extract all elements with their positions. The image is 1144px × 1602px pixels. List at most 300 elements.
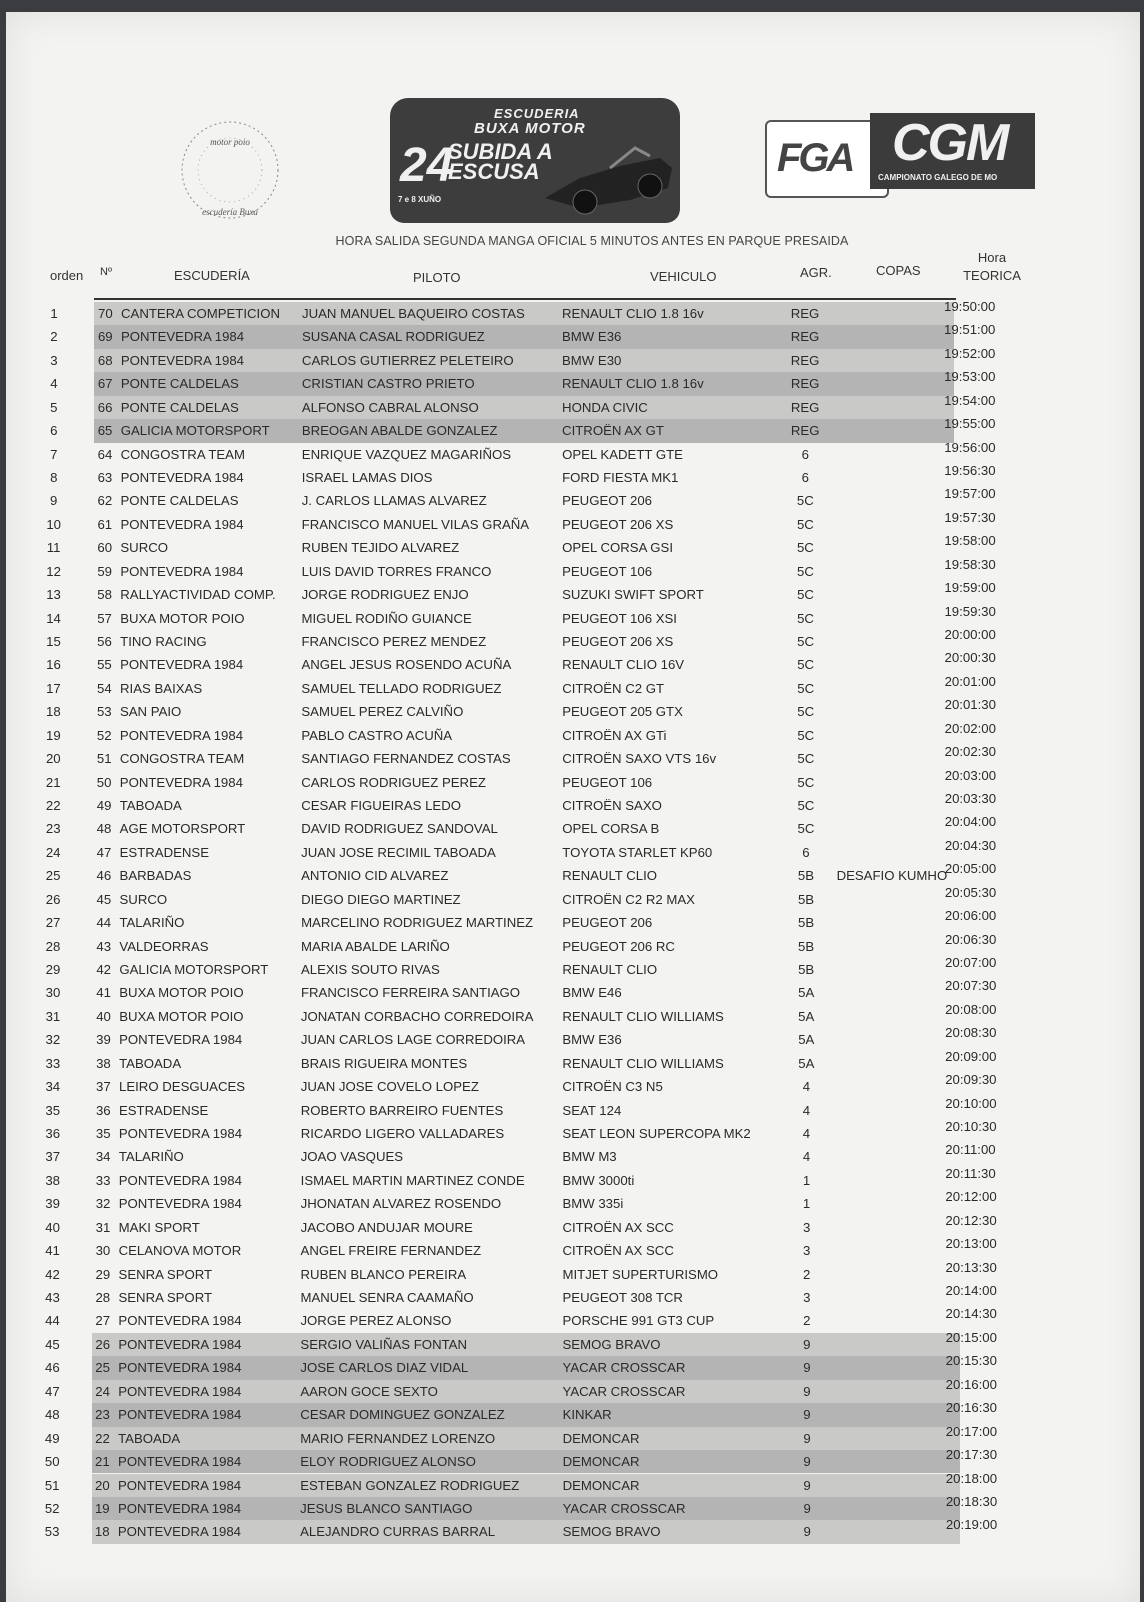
cell-num: 32: [95, 1196, 111, 1212]
cell-vehiculo: CITROËN AX SCC: [562, 1243, 674, 1259]
cell-hora: 20:03:30: [944, 791, 997, 807]
cell-agr: 5C: [796, 493, 814, 509]
cell-agr: 9: [803, 1407, 811, 1423]
cell-piloto: FRANCISCO MANUEL VILAS GRAÑA: [301, 516, 530, 532]
cell-hora: 20:06:00: [944, 908, 997, 924]
cell-escuderia: BUXA MOTOR POIO: [119, 1008, 244, 1024]
cell-piloto: ENRIQUE VAZQUEZ MAGARIÑOS: [301, 446, 512, 462]
cell-agr: REG: [790, 423, 820, 439]
cell-num: 39: [96, 1032, 111, 1048]
cell-hora: 19:58:00: [944, 533, 996, 549]
cell-agr: 1: [802, 1196, 811, 1212]
cell-agr: REG: [790, 329, 820, 345]
cell-num: 19: [94, 1500, 110, 1516]
cell-num: 57: [97, 610, 112, 626]
cell-agr: 5A: [798, 1008, 815, 1024]
cell-num: 53: [96, 704, 112, 720]
cell-agr: 5B: [797, 868, 815, 884]
cell-orden: 30: [45, 985, 61, 1001]
cell-piloto: ROBERTO BARREIRO FUENTES: [300, 1102, 504, 1118]
cell-escuderia: PONTEVEDRA 1984: [119, 774, 243, 790]
cell-escuderia: PONTEVEDRA 1984: [120, 563, 244, 579]
cell-escuderia: PONTE CALDELAS: [120, 493, 239, 509]
cell-hora: 20:01:00: [944, 673, 996, 689]
cell-orden: 36: [45, 1126, 61, 1142]
cell-hora: 19:51:00: [944, 322, 996, 338]
cell-escuderia: PONTEVEDRA 1984: [118, 1313, 242, 1329]
cell-escuderia: BUXA MOTOR POIO: [120, 610, 245, 626]
cell-agr: 4: [802, 1126, 811, 1142]
cell-copas: DESAFIO KUMHO: [836, 868, 948, 884]
cell-agr: 9: [803, 1360, 811, 1376]
cell-piloto: ALFONSO CABRAL ALONSO: [301, 399, 479, 415]
cell-hora: 19:59:00: [944, 580, 996, 596]
cell-vehiculo: PORSCHE 991 GT3 CUP: [562, 1313, 715, 1329]
cell-orden: 12: [46, 563, 61, 579]
cell-hora: 20:00:30: [944, 650, 996, 666]
cell-orden: 53: [44, 1524, 60, 1540]
svg-text:motor poio: motor poio: [210, 137, 250, 147]
cell-piloto: ANTONIO CID ALVAREZ: [301, 868, 449, 884]
cgm-logo: [870, 113, 1035, 189]
cell-num: 47: [96, 844, 112, 860]
cell-piloto: DAVID RODRIGUEZ SANDOVAL: [301, 821, 498, 837]
cell-num: 65: [97, 423, 113, 439]
cell-hora: 20:09:30: [945, 1072, 997, 1088]
cell-hora: 20:00:00: [944, 627, 996, 643]
cell-num: 58: [97, 587, 112, 603]
cell-hora: 20:12:00: [945, 1189, 997, 1205]
cell-num: 24: [95, 1383, 110, 1399]
cell-piloto: JUAN JOSE RECIMIL TABOADA: [301, 844, 496, 860]
cell-agr: 5C: [797, 751, 815, 767]
cell-num: 37: [96, 1079, 111, 1095]
cell-agr: 2: [803, 1313, 811, 1329]
cell-orden: 43: [45, 1290, 60, 1306]
cell-vehiculo: PEUGEOT 206 XS: [562, 516, 674, 532]
cell-piloto: MANUEL SENRA CAAMAÑO: [300, 1290, 474, 1306]
cell-vehiculo: SEAT LEON SUPERCOPA MK2: [562, 1126, 751, 1142]
cell-hora: 20:13:00: [945, 1236, 997, 1252]
escuderia-seal-logo: [168, 115, 298, 225]
cell-agr: REG: [790, 352, 820, 368]
cell-num: 44: [96, 915, 112, 931]
cell-escuderia: GALICIA MOTORSPORT: [119, 962, 269, 978]
cell-agr: 5C: [797, 798, 815, 814]
cell-agr: 4: [802, 1079, 811, 1095]
cell-num: 23: [95, 1407, 110, 1423]
cell-num: 49: [96, 798, 112, 814]
cell-vehiculo: RENAULT CLIO: [562, 962, 658, 978]
cell-piloto: ISMAEL MARTIN MARTINEZ CONDE: [300, 1172, 525, 1188]
cell-escuderia: TINO RACING: [120, 634, 207, 650]
cell-hora: 20:19:00: [945, 1517, 998, 1533]
cell-piloto: BRAIS RIGUEIRA MONTES: [300, 1055, 468, 1071]
cell-escuderia: PONTEVEDRA 1984: [118, 1196, 242, 1212]
cell-orden: 46: [45, 1360, 60, 1376]
cell-piloto: JHONATAN ALVAREZ ROSENDO: [300, 1196, 502, 1212]
logo-line-escuderia: ESCUDERIA: [494, 106, 580, 121]
cell-agr: 5C: [797, 727, 815, 743]
cell-num: 20: [95, 1477, 110, 1493]
cell-orden: 5: [50, 399, 58, 415]
cell-num: 40: [96, 1008, 111, 1024]
cell-orden: 37: [45, 1149, 61, 1165]
cell-piloto: J. CARLOS LLAMAS ALVAREZ: [301, 493, 487, 509]
cell-piloto: SAMUEL PEREZ CALVIÑO: [301, 704, 464, 720]
cell-piloto: DIEGO DIEGO MARTINEZ: [301, 891, 461, 907]
cell-piloto: JORGE RODRIGUEZ ENJO: [301, 587, 469, 603]
cell-hora: 20:15:30: [945, 1353, 997, 1369]
cell-escuderia: VALDEORRAS: [119, 938, 209, 954]
cell-num: 31: [95, 1219, 111, 1235]
cell-hora: 19:59:30: [944, 603, 996, 619]
cell-orden: 25: [45, 868, 61, 884]
cell-num: 42: [96, 962, 111, 978]
cell-vehiculo: YACAR CROSSCAR: [562, 1383, 686, 1399]
cell-vehiculo: RENAULT CLIO WILLIAMS: [562, 1055, 724, 1071]
cell-num: 48: [96, 821, 112, 837]
cell-piloto: JORGE PEREZ ALONSO: [300, 1313, 452, 1329]
cell-num: 60: [97, 540, 113, 556]
cell-agr: 5C: [797, 704, 815, 720]
cell-agr: 5C: [797, 774, 815, 790]
cell-vehiculo: RENAULT CLIO 1.8 16v: [562, 306, 704, 321]
cell-num: 22: [95, 1430, 110, 1446]
cell-hora: 19:55:00: [944, 416, 996, 432]
cell-agr: 3: [803, 1243, 811, 1259]
cell-orden: 18: [46, 704, 61, 720]
cell-num: 51: [96, 751, 112, 767]
cell-escuderia: TALARIÑO: [118, 1149, 184, 1165]
cell-vehiculo: PEUGEOT 206: [562, 915, 653, 931]
cell-orden: 14: [46, 610, 61, 626]
logo-title: SUBIDA A ESCUSA: [448, 139, 552, 184]
cell-vehiculo: PEUGEOT 106: [562, 563, 653, 579]
cell-piloto: ALEJANDRO CURRAS BARRAL: [300, 1524, 496, 1540]
cell-num: 29: [95, 1266, 111, 1282]
cell-escuderia: BUXA MOTOR POIO: [119, 985, 244, 1001]
cell-agr: 5A: [798, 985, 815, 1001]
cell-orden: 41: [45, 1243, 60, 1259]
subida-escusa-logo: [390, 98, 680, 223]
cell-piloto: AARON GOCE SEXTO: [300, 1383, 438, 1399]
cell-agr: 5C: [797, 680, 815, 696]
cell-vehiculo: PEUGEOT 205 GTX: [562, 704, 683, 720]
cell-vehiculo: OPEL KADETT GTE: [562, 446, 683, 462]
cell-orden: 23: [45, 821, 61, 837]
cell-vehiculo: SEAT 124: [562, 1102, 622, 1118]
cell-agr: REG: [790, 306, 820, 321]
cell-piloto: SUSANA CASAL RODRIGUEZ: [301, 329, 485, 345]
cell-vehiculo: PEUGEOT 106: [562, 774, 653, 790]
cell-hora: 20:16:00: [945, 1376, 997, 1392]
cell-hora: 20:12:30: [945, 1212, 997, 1228]
header-piloto: PILOTO: [413, 270, 461, 285]
cell-num: 28: [95, 1290, 111, 1306]
cell-orden: 16: [46, 657, 61, 673]
header-hora: Hora: [977, 250, 1007, 265]
cell-num: 64: [97, 446, 113, 462]
cell-agr: 3: [802, 1219, 811, 1235]
cell-escuderia: PONTEVEDRA 1984: [118, 1477, 242, 1493]
cell-orden: 52: [44, 1500, 60, 1516]
cell-num: 27: [95, 1313, 111, 1329]
cell-orden: 40: [45, 1219, 60, 1235]
cell-agr: 5C: [797, 634, 814, 650]
cell-agr: 9: [803, 1524, 811, 1540]
cell-agr: 5A: [798, 1055, 815, 1071]
cell-agr: 5C: [797, 657, 815, 673]
cell-piloto: CESAR DOMINGUEZ GONZALEZ: [300, 1407, 505, 1423]
cell-vehiculo: SEMOG BRAVO: [562, 1336, 661, 1352]
header-orden: orden: [50, 268, 84, 283]
cell-num: 66: [97, 399, 113, 415]
cell-escuderia: GALICIA MOTORSPORT: [120, 423, 270, 439]
cell-escuderia: TABOADA: [119, 798, 182, 814]
cell-piloto: ELOY RODRIGUEZ ALONSO: [300, 1454, 476, 1470]
cell-orden: 21: [45, 774, 61, 790]
cell-vehiculo: BMW E30: [562, 352, 622, 368]
cell-orden: 45: [45, 1336, 60, 1352]
header-num: Nº: [100, 266, 112, 278]
cell-num: 54: [97, 680, 112, 696]
cell-piloto: JOSE CARLOS DIAZ VIDAL: [300, 1360, 469, 1376]
cgm-logo-subtitle: CAMPIONATO GALEGO DE MO: [878, 173, 998, 182]
cell-hora: 19:57:00: [944, 486, 996, 502]
cell-num: 41: [96, 985, 111, 1001]
cell-vehiculo: BMW E36: [562, 1032, 622, 1048]
cell-num: 26: [95, 1336, 111, 1352]
cell-hora: 19:52:00: [944, 345, 996, 361]
cell-num: 33: [95, 1172, 111, 1188]
cell-orden: 27: [45, 915, 61, 931]
cell-orden: 51: [44, 1477, 60, 1493]
cell-hora: 20:05:30: [944, 884, 997, 900]
cell-hora: 20:17:30: [945, 1447, 998, 1463]
header-vehiculo: VEHICULO: [650, 269, 717, 284]
cell-vehiculo: PEUGEOT 308 TCR: [562, 1290, 683, 1306]
cell-orden: 49: [44, 1430, 60, 1446]
cell-orden: 29: [45, 962, 61, 978]
cell-orden: 26: [45, 891, 61, 907]
cell-escuderia: PONTEVEDRA 1984: [119, 1032, 243, 1048]
cell-agr: 5C: [797, 587, 814, 603]
cell-escuderia: PONTEVEDRA 1984: [120, 657, 244, 673]
cell-escuderia: PONTEVEDRA 1984: [120, 470, 244, 485]
cell-agr: 1: [802, 1172, 811, 1188]
cell-vehiculo: CITROËN SAXO: [562, 798, 662, 814]
cell-agr: 5C: [797, 821, 815, 837]
cell-agr: REG: [790, 376, 820, 392]
cell-vehiculo: BMW M3: [562, 1149, 617, 1165]
cell-hora: 20:03:00: [944, 767, 997, 783]
cell-num: 45: [96, 891, 112, 907]
cell-agr: 9: [803, 1477, 811, 1493]
cell-num: 21: [95, 1454, 110, 1470]
svg-text:escudería Buxa: escudería Buxa: [202, 207, 258, 217]
cell-orden: 50: [44, 1454, 60, 1470]
cell-orden: 38: [45, 1172, 60, 1188]
cell-hora: 20:13:30: [945, 1259, 997, 1275]
cell-num: 63: [97, 470, 113, 485]
cell-vehiculo: CITROËN C2 GT: [562, 680, 665, 696]
cell-vehiculo: RENAULT CLIO 16V: [562, 657, 685, 673]
cell-piloto: ALEXIS SOUTO RIVAS: [300, 962, 440, 978]
cell-agr: 2: [803, 1266, 811, 1282]
cell-orden: 13: [46, 587, 61, 603]
cell-hora: 19:57:30: [944, 509, 996, 525]
cell-orden: 17: [46, 680, 61, 696]
cell-escuderia: PONTEVEDRA 1984: [118, 1407, 242, 1423]
cell-hora: 20:10:00: [945, 1095, 997, 1111]
cell-escuderia: PONTEVEDRA 1984: [117, 1500, 242, 1516]
cell-piloto: BREOGAN ABALDE GONZALEZ: [301, 423, 498, 439]
cell-escuderia: PONTEVEDRA 1984: [118, 1172, 242, 1188]
cell-vehiculo: DEMONCAR: [562, 1430, 640, 1446]
cell-piloto: JOAO VASQUES: [300, 1149, 404, 1165]
cell-num: 59: [97, 563, 112, 579]
cell-piloto: MARIO FERNANDEZ LORENZO: [300, 1430, 496, 1446]
cell-escuderia: BARBADAS: [119, 868, 192, 884]
cell-num: 46: [96, 868, 112, 884]
cell-piloto: MARIA ABALDE LARIÑO: [301, 938, 450, 954]
cell-piloto: JONATAN CORBACHO CORREDOIRA: [300, 1008, 534, 1024]
cell-escuderia: TABOADA: [119, 1055, 182, 1071]
cell-escuderia: PONTEVEDRA 1984: [118, 1360, 242, 1376]
cell-escuderia: LEIRO DESGUACES: [119, 1079, 246, 1095]
cell-escuderia: PONTE CALDELAS: [120, 376, 239, 392]
cell-escuderia: SENRA SPORT: [118, 1266, 213, 1282]
cell-escuderia: MAKI SPORT: [118, 1219, 200, 1235]
cell-escuderia: TALARIÑO: [119, 915, 185, 931]
header-copas: COPAS: [876, 263, 921, 278]
cell-num: 34: [95, 1149, 111, 1165]
cell-orden: 22: [45, 798, 61, 814]
cell-piloto: JUAN JOSE COVELO LOPEZ: [300, 1079, 479, 1095]
cell-escuderia: CONGOSTRA TEAM: [119, 751, 245, 767]
cell-escuderia: PONTEVEDRA 1984: [118, 1454, 242, 1470]
cell-vehiculo: PEUGEOT 206: [562, 493, 653, 509]
cell-escuderia: PONTEVEDRA 1984: [120, 352, 245, 368]
cell-piloto: MARCELINO RODRIGUEZ MARTINEZ: [301, 915, 534, 931]
cell-piloto: JUAN CARLOS LAGE CORREDOIRA: [300, 1032, 526, 1048]
cell-piloto: JUAN MANUEL BAQUEIRO COSTAS: [302, 306, 525, 321]
cell-piloto: RUBEN BLANCO PEREIRA: [300, 1266, 467, 1282]
cell-num: 52: [96, 727, 112, 743]
cell-agr: 5B: [798, 938, 815, 954]
cell-piloto: CRISTIAN CASTRO PRIETO: [301, 376, 475, 392]
cell-vehiculo: DEMONCAR: [562, 1454, 640, 1470]
cell-escuderia: SURCO: [120, 540, 169, 556]
cell-piloto: SAMUEL TELLADO RODRIGUEZ: [301, 680, 502, 696]
cell-hora: 20:01:30: [944, 697, 996, 713]
cell-orden: 7: [50, 446, 58, 462]
cell-piloto: ISRAEL LAMAS DIOS: [301, 470, 433, 485]
cell-hora: 20:18:00: [945, 1470, 998, 1486]
cell-vehiculo: CITROËN C2 R2 MAX: [562, 891, 695, 907]
cell-agr: 5C: [796, 540, 814, 556]
cell-agr: 6: [801, 446, 809, 462]
cell-hora: 20:08:30: [945, 1025, 997, 1041]
cell-vehiculo: BMW E46: [562, 985, 622, 1001]
cell-piloto: PABLO CASTRO ACUÑA: [301, 727, 453, 743]
cell-orden: 42: [45, 1266, 60, 1282]
cell-vehiculo: RENAULT CLIO: [562, 868, 658, 884]
cell-orden: 34: [45, 1079, 61, 1095]
cell-escuderia: RIAS BAIXAS: [120, 680, 203, 696]
cell-hora: 19:50:00: [944, 299, 996, 314]
cell-piloto: CESAR FIGUEIRAS LEDO: [301, 798, 461, 814]
cell-vehiculo: CITROËN AX GT: [562, 423, 664, 439]
cell-vehiculo: MITJET SUPERTURISMO: [562, 1266, 719, 1282]
cell-hora: 20:15:00: [945, 1329, 997, 1345]
cell-hora: 19:58:30: [944, 556, 996, 572]
cell-piloto: JESUS BLANCO SANTIAGO: [300, 1500, 473, 1516]
cell-escuderia: PONTEVEDRA 1984: [120, 329, 245, 345]
cell-escuderia: CANTERA COMPETICION: [121, 306, 280, 321]
cell-hora: 20:02:00: [944, 720, 996, 736]
cell-piloto: ESTEBAN GONZALEZ RODRIGUEZ: [300, 1477, 520, 1493]
cell-hora: 20:18:30: [945, 1493, 998, 1509]
cell-vehiculo: SEMOG BRAVO: [562, 1524, 661, 1540]
cell-vehiculo: PEUGEOT 206 RC: [562, 938, 675, 954]
cell-escuderia: PONTEVEDRA 1984: [119, 727, 244, 743]
logo-number: 24: [400, 139, 454, 192]
header-agr: AGR.: [800, 265, 832, 280]
cell-num: 61: [97, 516, 113, 532]
cell-hora: 20:09:00: [945, 1048, 997, 1064]
cell-piloto: ANGEL JESUS ROSENDO ACUÑA: [301, 657, 512, 673]
cell-num: 67: [97, 376, 113, 392]
cell-vehiculo: SUZUKI SWIFT SPORT: [562, 587, 704, 603]
cgm-logo-text: CGM: [892, 114, 1008, 172]
cell-piloto: FRANCISCO FERREIRA SANTIAGO: [300, 985, 521, 1001]
cell-piloto: RUBEN TEJIDO ALVAREZ: [301, 540, 460, 556]
cell-agr: REG: [790, 399, 820, 415]
cell-num: 50: [96, 774, 112, 790]
row-shading: [92, 1427, 960, 1450]
cell-hora: 19:56:30: [944, 463, 996, 478]
cell-piloto: MIGUEL RODIÑO GUIANCE: [301, 610, 472, 626]
cell-agr: 9: [803, 1454, 811, 1470]
cell-agr: 5B: [798, 962, 815, 978]
cell-orden: 1: [50, 306, 58, 321]
cell-agr: 9: [803, 1336, 811, 1352]
cell-orden: 20: [45, 751, 61, 767]
cell-orden: 9: [50, 493, 58, 509]
cell-orden: 31: [45, 1008, 61, 1024]
cell-orden: 48: [44, 1407, 60, 1423]
table-top-rule: [94, 298, 956, 300]
cell-escuderia: SURCO: [119, 891, 168, 907]
cell-vehiculo: CITROËN AX GTi: [562, 727, 667, 743]
cell-agr: 4: [802, 1102, 811, 1118]
cell-num: 62: [97, 493, 113, 509]
cell-num: 18: [94, 1524, 110, 1540]
cell-orden: 19: [46, 727, 61, 743]
cell-escuderia: PONTEVEDRA 1984: [118, 1383, 242, 1399]
cell-orden: 35: [45, 1102, 61, 1118]
cell-vehiculo: OPEL CORSA B: [562, 821, 660, 837]
cell-orden: 28: [45, 938, 61, 954]
cell-vehiculo: RENAULT CLIO 1.8 16v: [562, 376, 704, 392]
cell-orden: 8: [50, 470, 58, 485]
cell-vehiculo: YACAR CROSSCAR: [562, 1360, 686, 1376]
cell-piloto: SANTIAGO FERNANDEZ COSTAS: [301, 751, 511, 767]
cell-num: 36: [95, 1102, 111, 1118]
cell-hora: 20:16:30: [945, 1400, 998, 1416]
